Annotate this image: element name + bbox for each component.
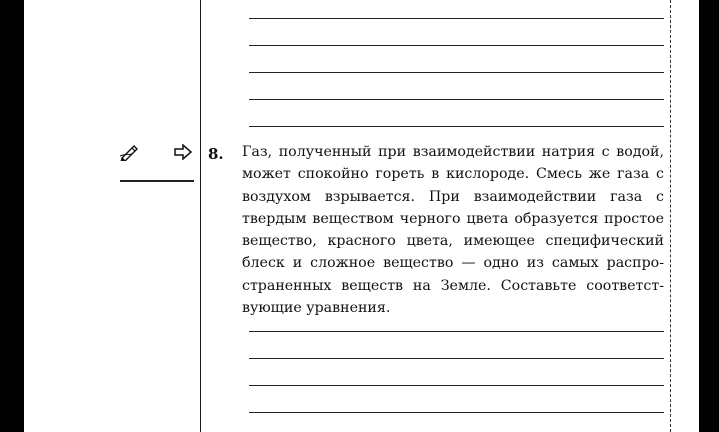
answer-line [249, 385, 664, 386]
task-text-line: воздухом взрывается. При взаимодействии газа с [242, 188, 664, 205]
answer-line [249, 412, 664, 413]
answer-line [249, 45, 664, 46]
answer-line [249, 126, 664, 127]
answer-line [249, 99, 664, 100]
pencil-icon [120, 143, 140, 161]
cut-line [670, 0, 671, 432]
task-text-line: блеск и сложное вещество — одно из самых распро- [242, 255, 664, 272]
task-text-line: может спокойно гореть в кислороде. Смесь же газа с [242, 166, 664, 183]
task-number: 8. [208, 145, 224, 163]
answer-line [249, 358, 664, 359]
answer-line [249, 72, 664, 73]
task-text-line: вующие уравнения. [242, 300, 391, 317]
score-line [120, 180, 194, 182]
task-text [242, 141, 664, 319]
answer-line [249, 331, 664, 332]
task-text-line: Газ, полученный при взаимодействии натрия с водой, [242, 144, 664, 160]
margin-line [200, 0, 201, 432]
arrow-right-icon [174, 144, 192, 160]
answer-line [249, 18, 664, 19]
worksheet-page [24, 0, 699, 432]
task-text-line: вещество, красного цвета, имеющее специфический [242, 233, 664, 250]
task-text-line: твердым веществом черного цвета образуется простое [242, 210, 664, 227]
task-text-line: страненных веществ на Земле. Составьте соответст- [242, 277, 664, 294]
